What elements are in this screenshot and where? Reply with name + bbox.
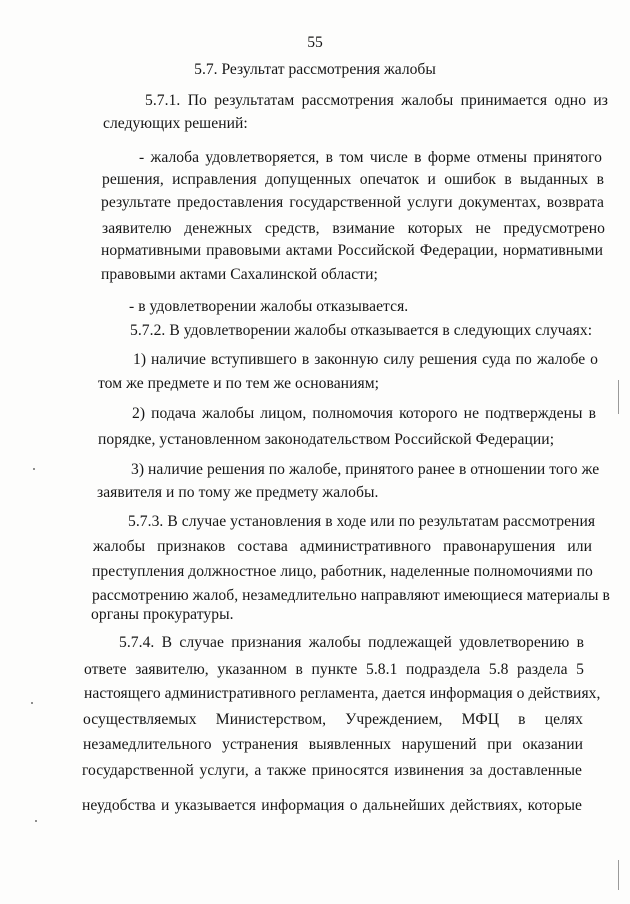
text-line: заявителя и по тому же предмету жалобы.: [97, 484, 379, 501]
text-line: ответе заявителю, указанном в пункте 5.8.1 подраздела 5.8 раздела 5: [84, 661, 584, 678]
text-line: результате предоставления государственной услуги документах, возврата: [101, 194, 604, 211]
scan-speck: [31, 702, 33, 704]
text-line: неудобства и указывается информация о дальнейших действиях, которые: [82, 797, 582, 814]
text-line: 5.7.2. В удовлетворении жалобы отказывается в следующих случаях:: [130, 322, 593, 339]
text-line: 5.7.4. В случае признания жалобы подлежащей удовлетворению в: [119, 634, 584, 651]
text-line: осуществляемых Министерством, Учреждением, МФЦ в целях: [83, 711, 583, 728]
text-line: следующих решений:: [103, 115, 248, 132]
text-line: - жалоба удовлетворяется, в том числе в форме отмены принятого: [139, 149, 602, 166]
text-line: преступления должностное лицо, работник, наделенные полномочиями по: [92, 563, 593, 580]
text-line: 1) наличие вступившего в законную силу решения суда по жалобе о: [133, 351, 598, 368]
text-line: рассмотрению жалоб, незамедлительно направляют имеющиеся материалы в: [92, 587, 610, 604]
scan-speck: [33, 468, 35, 470]
text-line: нормативными правовыми актами Российской Федерации, нормативными: [101, 242, 603, 259]
page-number: 55: [307, 34, 323, 51]
text-line: решения, исправления допущенных опечаток и ошибок в выданных в: [102, 171, 604, 188]
scan-edge-mark: [618, 380, 619, 414]
text-line: настоящего административного регламента, дается информация о действиях,: [84, 685, 601, 702]
scan-edge-mark: [618, 860, 619, 890]
text-line: том же предмете и по тем же основаниям;: [98, 375, 379, 392]
text-line: органы прокуратуры.: [91, 606, 234, 623]
text-line: 2) подача жалобы лицом, полномочия которого не подтверждены в: [132, 405, 596, 422]
text-line: заявителю денежных средств, взимание которых не предусмотрено: [102, 220, 605, 237]
text-line: жалобы признаков состава административного правонарушения или: [93, 538, 592, 555]
text-line: 3) наличие решения по жалобе, принятого ранее в отношении того же: [131, 461, 600, 478]
text-line: 5.7.1. По результатам рассмотрения жалобы принимается одно из: [145, 92, 608, 109]
scan-speck: [35, 820, 37, 822]
text-line: 5.7.3. В случае установления в ходе или по результатам рассмотрения: [128, 513, 596, 530]
section-title: 5.7. Результат рассмотрения жалобы: [194, 61, 436, 78]
text-line: порядке, установленном законодательством Российской Федерации;: [98, 431, 555, 448]
text-line: государственной услуги, а также приносятся извинения за доставленные: [82, 762, 582, 779]
text-line: - в удовлетворении жалобы отказывается.: [129, 298, 409, 315]
text-line: правовыми актами Сахалинской области;: [101, 266, 378, 283]
text-line: незамедлительного устранения выявленных нарушений при оказании: [83, 736, 583, 753]
